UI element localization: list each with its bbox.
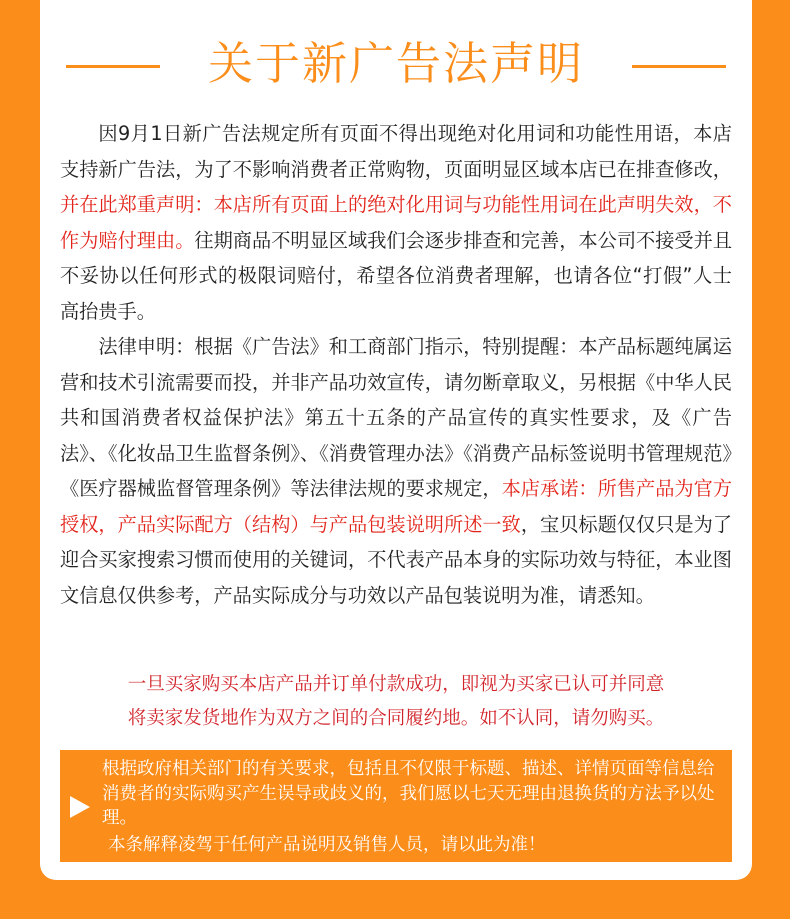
paragraph-disclaimer (60, 116, 732, 329)
statement-body (60, 116, 732, 613)
page-title: 关于新广告法声明 (207, 37, 584, 90)
return-policy-banner (60, 750, 732, 862)
statement-card (40, 0, 752, 880)
play-icon (70, 796, 90, 818)
paragraph-legal-text-1: 法律申明：根据《广告法》和工商部门指示，特别提醒：本产品标题纯属运营和技术引流需要而投，并非产品功效宣传，请勿断章取义，另根据《中华人民共和国消费者权益保护法》第五十五条的产品宣传的真实性要求，及《广告法》、《化妆品卫生监督条例》、《消费管理办法》《消费产品标签说明书管理规范》《医疗器械监督管理条例》等法律法规的要求规定， (60, 335, 732, 500)
title-divider-right (632, 65, 726, 68)
paragraph-disclaimer-highlight: 并在此郑重声明：本店所有页面上的绝对化用词与功能性用词在此声明失效，不作为赔付理由。 (60, 193, 732, 252)
paragraph-disclaimer-text-1: 因9月1日新广告法规定所有页面不得出现绝对化用词和功能性用语，本店支持新广告法，为了不影响消费者正常购物，页面明显区域本店已在排查修改， (60, 122, 732, 181)
title-row (40, 34, 752, 94)
return-policy-text (102, 757, 726, 857)
paragraph-legal-text-2: ，宝贝标题仅仅只是为了迎合买家搜索习惯而使用的关键词，不代表产品本身的实际功效与特征，本业图文信息仅供参考，产品实际成分与功效以产品包装说明为准，请悉知。 (60, 512, 733, 607)
return-policy-final: 本条解释凌驾于任何产品说明及销售人员，请以此为准！ (108, 834, 546, 855)
paragraph-disclaimer-text-2: 往期商品不明显区域我们会逐步排查和完善，本公司不接受并且不妥协以任何形式的极限词赔付，希望各位消费者理解，也请各位“打假”人士高抬贵手。 (60, 228, 733, 323)
purchase-notice (40, 668, 752, 736)
return-policy-main: 根据政府相关部门的有关要求，包括且不仅限于标题、描述、详情页面等信息给消费者的实际购买产生误导或歧义的，我们愿以七天无理由退换货的方法予以处理。 (102, 759, 715, 828)
paragraph-legal-highlight: 本店承诺：所售产品为官方授权，产品实际配方（结构）与产品包装说明所述一致 (60, 477, 733, 536)
paragraph-legal (60, 329, 732, 613)
title-divider-left (66, 65, 160, 68)
purchase-notice-line-1: 一旦买家购买本店产品并订单付款成功，即视为买家已认可并同意 (127, 674, 665, 695)
purchase-notice-line-2: 将卖家发货地作为双方之间的合同履约地。如不认同，请勿购买。 (127, 708, 665, 729)
